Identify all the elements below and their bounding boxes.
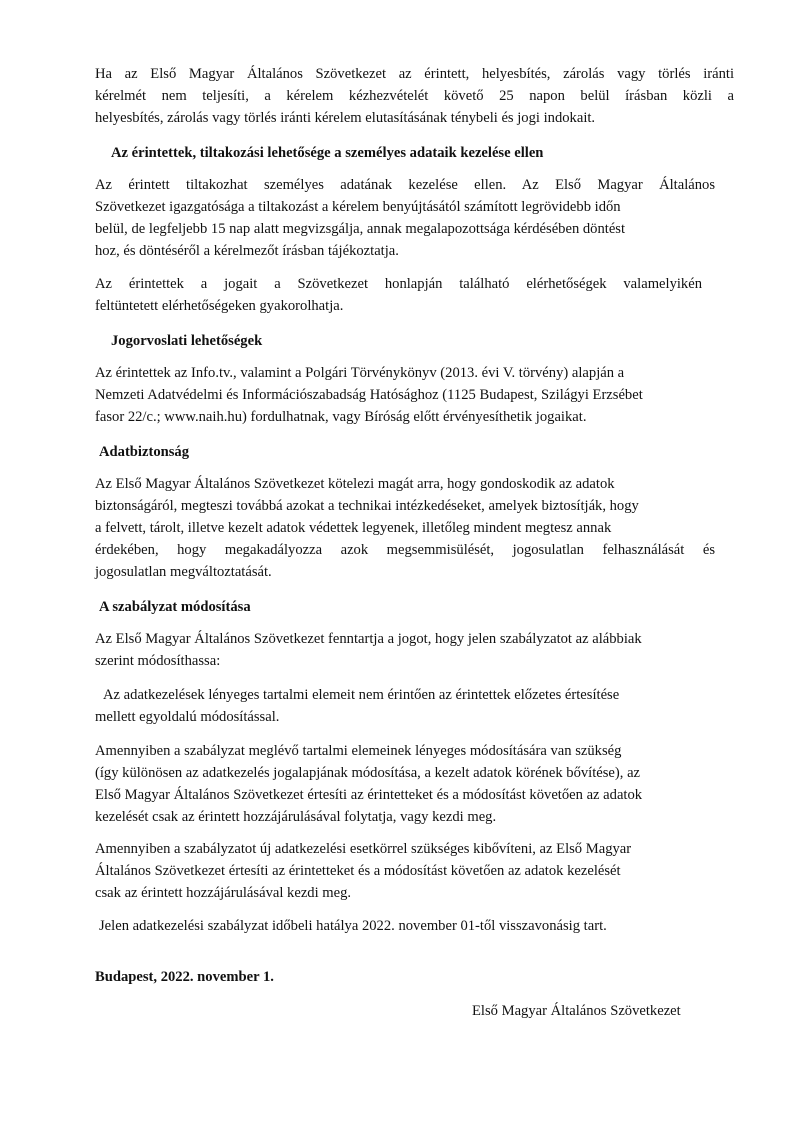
text-line: Az érintettek a jogait a Szövetkezet honlapján található elérhetőségek valamelyikén — [95, 276, 702, 292]
text-line: Ha az Első Magyar Általános Szövetkezet az érintett, helyesbítés, zárolás vagy törlés iránti — [95, 66, 734, 82]
text-line: kezelését csak az érintett hozzájárulásával folytatja, vagy kezdi meg. — [95, 809, 497, 825]
heading-data-security: Adatbiztonság — [99, 444, 190, 460]
text-line: csak az érintett hozzájárulásával kezdi meg. — [95, 885, 352, 901]
text-line: Nemzeti Adatvédelmi és Információszabadság Hatósághoz (1125 Budapest, Szilágyi Erzsébet — [95, 387, 643, 403]
text-line: helyesbítés, zárolás vagy törlés iránti kérelem elutasításának ténybeli és jogi indokait. — [95, 110, 596, 126]
text-line: Szövetkezet igazgatósága a tiltakozást a kérelem benyújtásától számított legrövidebb időn — [95, 199, 621, 215]
text-line: Amennyiben a szabályzat meglévő tartalmi elemeinek lényeges módosítására van szükség — [95, 743, 622, 759]
text-line: kérelmét nem teljesíti, a kérelem kézhezvételét követő 25 napon belül írásban közli a — [95, 88, 734, 104]
text-line: Az adatkezelések lényeges tartalmi elemeit nem érintően az érintettek előzetes értesítése — [103, 687, 620, 703]
text-line: feltüntetett elérhetőségeken gyakorolhatja. — [95, 298, 344, 314]
text-line: szerint módosíthassa: — [95, 653, 221, 669]
paragraph-amendment-right — [95, 628, 715, 672]
heading-policy-amendment: A szabályzat módosítása — [99, 599, 251, 615]
text-line: belül, de legfeljebb 15 nap alatt megvizsgálja, annak megalapozottsága kérdésében döntést — [95, 221, 626, 237]
text-line: mellett egyoldalú módosítással. — [95, 709, 280, 725]
text-line: fasor 22/c.; www.naih.hu) fordulhatnak, vagy Bíróság előtt érvényesíthetik jogaikat. — [95, 409, 587, 425]
paragraph-objection — [95, 174, 715, 262]
paragraph-exercise-rights — [95, 273, 702, 317]
text-line: biztonságáról, megteszi továbbá azokat a technikai intézkedéseket, amelyek biztosítják, hogy — [95, 498, 639, 514]
text-line: a felvett, tárolt, illetve kezelt adatok védettek legyenek, illetőleg mindent megtesz annak — [95, 520, 612, 536]
text-line: Általános Szövetkezet értesíti az érintetteket és a módosítást követően az adatok kezelését — [95, 863, 621, 879]
text-line: Az érintettek az Info.tv., valamint a Polgári Törvénykönyv (2013. évi V. törvény) alapján a — [95, 365, 625, 381]
paragraph-material-amendment — [95, 740, 715, 828]
paragraph-effective-date: Jelen adatkezelési szabályzat időbeli hatálya 2022. november 01-től visszavonásig tart. — [99, 918, 607, 934]
text-line: Az Első Magyar Általános Szövetkezet kötelezi magát arra, hogy gondoskodik az adatok — [95, 476, 615, 492]
place-and-date: Budapest, 2022. november 1. — [95, 969, 274, 985]
paragraph-new-processing — [95, 838, 715, 904]
text-line: (így különösen az adatkezelés jogalapjának módosítása, a kezelt adatok körének bővítése), az — [95, 765, 641, 781]
text-line: jogosulatlan megváltoztatását. — [95, 564, 272, 580]
text-line: Az érintett tiltakozhat személyes adatának kezelése ellen. Az Első Magyar Általános — [95, 177, 715, 193]
text-line: érdekében, hogy megakadályozza azok megsemmisülését, jogosulatlan felhasználását és — [95, 542, 715, 558]
text-line: Első Magyar Általános Szövetkezet értesíti az érintetteket és a módosítást követően az adatok — [95, 787, 643, 803]
heading-objection-rights: Az érintettek, tiltakozási lehetősége a személyes adataik kezelése ellen — [111, 145, 544, 161]
paragraph-rejection-notice — [95, 63, 734, 129]
paragraph-data-security — [95, 473, 715, 583]
text-line: Amennyiben a szabályzatot új adatkezelési esetkörrel szükséges kibővíteni, az Első Magyar — [95, 841, 632, 857]
signature-organization: Első Magyar Általános Szövetkezet — [472, 1003, 681, 1019]
paragraph-unilateral-amendment — [95, 684, 715, 728]
text-line: hoz, és döntéséről a kérelmezőt írásban tájékoztatja. — [95, 243, 399, 259]
text-line: Az Első Magyar Általános Szövetkezet fenntartja a jogot, hogy jelen szabályzatot az alábbiak — [95, 631, 642, 647]
heading-legal-remedies: Jogorvoslati lehetőségek — [111, 333, 263, 349]
paragraph-legal-remedies — [95, 362, 715, 428]
